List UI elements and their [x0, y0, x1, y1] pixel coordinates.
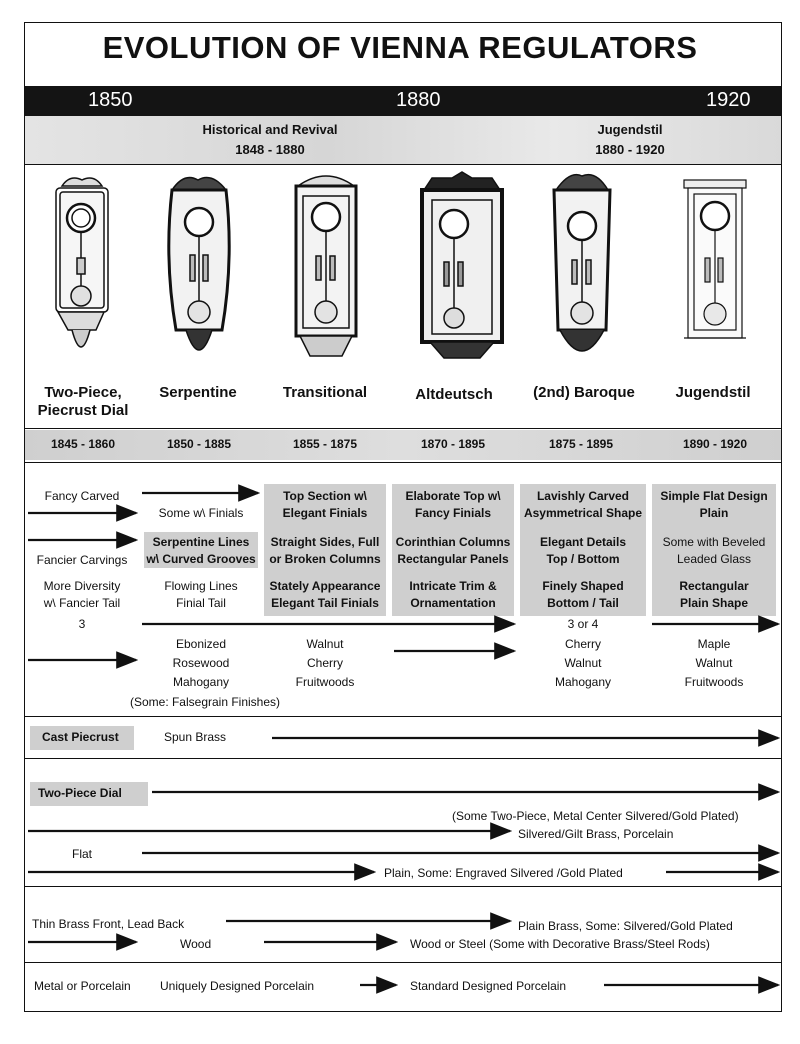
pendulum-wood-steel: Wood or Steel (Some with Decorative Brass/Steel Rods) — [410, 937, 710, 951]
case-c1-line3: More Diversity — [43, 579, 121, 593]
wood-c5-line2: Walnut — [564, 656, 602, 670]
case-c6-line5: Rectangular — [679, 579, 749, 593]
case-c1-line5: 3 — [78, 617, 86, 631]
wood-c2-line2: Rosewood — [172, 656, 230, 670]
style-two-piece-line1: Two-Piece, — [44, 384, 122, 401]
date-jugendstil: 1890 - 1920 — [682, 437, 748, 451]
case-c2-line4: Flowing Lines — [164, 579, 238, 593]
wood-c3-line2: Cherry — [306, 656, 343, 670]
wood-c2-line3: Mahogany — [172, 675, 230, 689]
case-c3-line6: Elegant Tail Finials — [271, 596, 379, 610]
wood-c5-line3: Mahogany — [554, 675, 612, 689]
case-c4-line6: Ornamentation — [410, 596, 496, 610]
date-two-piece: 1845 - 1860 — [50, 437, 116, 451]
dial-two-piece: Two-Piece Dial — [38, 786, 122, 800]
dial-some-two-piece: (Some Two-Piece, Metal Center Silvered/Gold Plated) — [452, 809, 739, 823]
case-c6-line3: Some with Beveled — [662, 535, 766, 549]
case-c5-line2: Asymmetrical Shape — [523, 506, 643, 520]
numerals-unique: Uniquely Designed Porcelain — [160, 979, 315, 993]
pendulum-thin-brass: Thin Brass Front, Lead Back — [32, 917, 185, 931]
dial-silvered: Silvered/Gilt Brass, Porcelain — [518, 827, 674, 841]
bezel-piecrust: Cast Piecrust — [42, 730, 119, 744]
case-c4-line5: Intricate Trim & — [409, 579, 497, 593]
case-c6-line1: Simple Flat Design — [660, 489, 768, 503]
case-c2-line5: Finial Tail — [176, 596, 226, 610]
numerals-standard: Standard Designed Porcelain — [410, 979, 567, 993]
case-c5-line1: Lavishly Carved — [536, 489, 630, 503]
numerals-metal: Metal or Porcelain — [34, 979, 131, 993]
wood-c3-line3: Fruitwoods — [295, 675, 355, 689]
date-baroque: 1875 - 1895 — [548, 437, 614, 451]
date-altdeutsch: 1870 - 1895 — [420, 437, 486, 451]
case-c5-line6: Bottom / Tail — [547, 596, 619, 610]
wood-c6-line2: Walnut — [695, 656, 733, 670]
dial-plain: Plain, Some: Engraved Silvered /Gold Plated — [384, 866, 623, 880]
wood-note: (Some: Falsegrain Finishes) — [129, 695, 281, 709]
case-c4-line3: Corinthian Columns — [395, 535, 511, 549]
case-c6-line2: Plain — [699, 506, 729, 520]
case-c3-line4: or Broken Columns — [269, 552, 381, 566]
style-transitional: Transitional — [282, 384, 368, 401]
case-c5-line7: 3 or 4 — [567, 617, 599, 631]
period-jugendstil-name: Jugendstil — [597, 122, 663, 137]
pendulum-wood: Wood — [180, 937, 212, 951]
style-jugendstil: Jugendstil — [675, 384, 751, 401]
case-c4-line4: Rectangular Panels — [397, 552, 509, 566]
pendulum-plain-brass: Plain Brass, Some: Silvered/Gold Plated — [518, 919, 733, 933]
date-transitional: 1855 - 1875 — [292, 437, 358, 451]
period-historical-name: Historical and Revival — [202, 122, 338, 137]
case-c5-line3: Elegant Details — [539, 535, 627, 549]
case-c2-line1: Some w\ Finials — [158, 506, 244, 520]
case-c1-line4: w\ Fancier Tail — [43, 596, 121, 610]
page-title: EVOLUTION OF VIENNA REGULATORS — [102, 30, 698, 65]
year-1880: 1880 — [396, 89, 441, 111]
year-1920: 1920 — [706, 89, 751, 111]
wood-c2-line1: Ebonized — [175, 637, 227, 651]
case-c2-line3: w\ Curved Grooves — [146, 552, 256, 566]
case-c6-line4: Leaded Glass — [676, 552, 752, 566]
wood-c3-line1: Walnut — [306, 637, 344, 651]
year-1850: 1850 — [88, 89, 133, 111]
style-altdeutsch: Altdeutsch — [415, 386, 493, 403]
case-c3-line3: Straight Sides, Full — [270, 535, 380, 549]
case-c5-line4: Top / Bottom — [546, 552, 620, 566]
case-c1-line2: Fancier Carvings — [36, 553, 128, 567]
case-c3-line2: Elegant Finials — [282, 506, 368, 520]
case-c4-line1: Elaborate Top w\ — [405, 489, 501, 503]
style-two-piece-line2: Piecrust Dial — [37, 402, 129, 419]
case-c5-line5: Finely Shaped — [542, 579, 624, 593]
case-c1-line1: Fancy Carved — [44, 489, 120, 503]
period-historical-dates: 1848 - 1880 — [235, 142, 305, 157]
case-c6-line6: Plain Shape — [679, 596, 749, 610]
wood-c5-line1: Cherry — [564, 637, 601, 651]
style-baroque: (2nd) Baroque — [533, 384, 635, 401]
case-c4-line2: Fancy Finials — [414, 506, 492, 520]
bezel-spun-brass: Spun Brass — [164, 730, 227, 744]
case-c3-line1: Top Section w\ — [283, 489, 367, 503]
wood-c6-line3: Fruitwoods — [684, 675, 744, 689]
wood-c6-line1: Maple — [697, 637, 731, 651]
case-c2-line2: Serpentine Lines — [152, 535, 250, 549]
period-jugendstil-dates: 1880 - 1920 — [595, 142, 665, 157]
date-serpentine: 1850 - 1885 — [166, 437, 232, 451]
dial-flat: Flat — [72, 847, 93, 861]
case-c3-line5: Stately Appearance — [269, 579, 381, 593]
style-serpentine: Serpentine — [159, 384, 237, 401]
